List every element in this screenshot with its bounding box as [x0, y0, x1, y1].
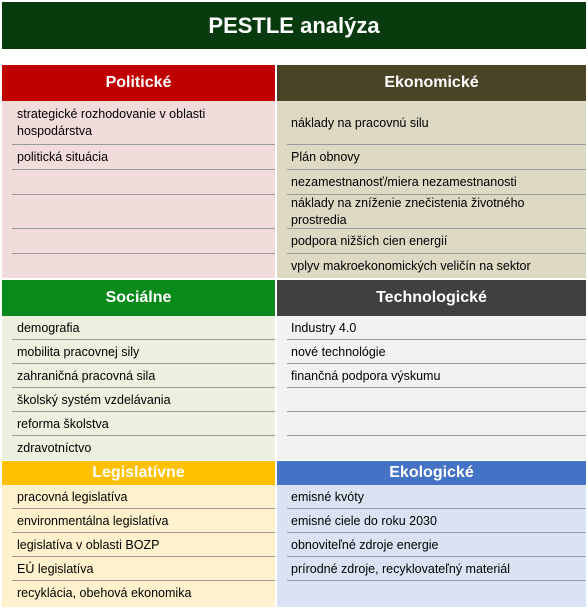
politicke-header: Politické [2, 65, 275, 101]
legislativne-item: legislatíva v oblasti BOZP [2, 533, 275, 557]
socialne-item: zdravotníctvo [17, 440, 92, 455]
technologicke-column [277, 280, 586, 460]
legislativne-item: pracovná legislatíva [2, 485, 275, 509]
ekologicke-header: Ekologické [277, 461, 586, 485]
socialne-item: školský systém vzdelávania [2, 388, 275, 412]
politicke-column [2, 65, 275, 278]
ekonomicke-item: vplyv makroekonomických veličín na sektor [291, 258, 531, 273]
socialne-column [2, 280, 275, 460]
ekonomicke-item: náklady na pracovnú silu [277, 101, 586, 145]
technologicke-item [277, 388, 586, 412]
politicke-item [2, 170, 275, 195]
ekologicke-column [277, 461, 586, 607]
politicke-item: politická situácia [2, 145, 275, 170]
legislativne-column [2, 461, 275, 607]
ekologicke-item [277, 581, 586, 605]
politicke-item [2, 195, 275, 229]
legislativne-item: recyklácia, obehová ekonomika [17, 585, 192, 600]
ekologicke-item: prírodné zdroje, recyklovateľný materiál [277, 557, 586, 581]
technologicke-item [277, 436, 586, 460]
technologicke-item [277, 412, 586, 436]
ekonomicke-item: Plán obnovy [277, 145, 586, 170]
politicke-item [2, 229, 275, 254]
ekonomicke-item: nezamestnanosť/miera nezamestnanosti [277, 170, 586, 195]
ekonomicke-item: podpora nižších cien energií [277, 229, 586, 254]
legislativne-item: EÚ legislatíva [2, 557, 275, 581]
politicke-item [2, 254, 275, 278]
politicke-item: strategické rozhodovanie v oblasti hospodárstva [2, 101, 275, 145]
ekonomicke-header: Ekonomické [277, 65, 586, 101]
socialne-item: reforma školstva [2, 412, 275, 436]
technologicke-item: nové technológie [277, 340, 586, 364]
ekologicke-item: emisné ciele do roku 2030 [277, 509, 586, 533]
ekologicke-item: emisné kvóty [277, 485, 586, 509]
ekonomicke-column [277, 65, 586, 278]
technologicke-item: Industry 4.0 [277, 316, 586, 340]
socialne-item: mobilita pracovnej sily [2, 340, 275, 364]
legislativne-header: Legislatívne [2, 461, 275, 485]
ekonomicke-item: náklady na zníženie znečistenia životného prostredia [277, 195, 586, 229]
socialne-item: demografia [2, 316, 275, 340]
socialne-item: zahraničná pracovná sila [2, 364, 275, 388]
ekologicke-item: obnoviteľné zdroje energie [277, 533, 586, 557]
technologicke-header: Technologické [277, 280, 586, 316]
socialne-header: Sociálne [2, 280, 275, 316]
legislativne-item: environmentálna legislatíva [2, 509, 275, 533]
page-title: PESTLE analýza [2, 2, 586, 49]
technologicke-item: finančná podpora výskumu [277, 364, 586, 388]
